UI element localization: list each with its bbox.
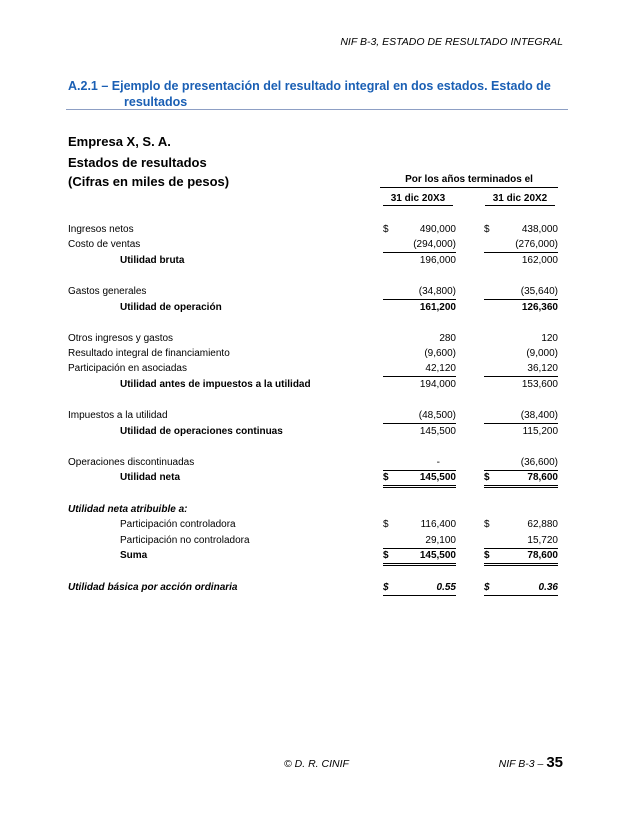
value-20x2: (36,600) (484, 455, 558, 471)
row-label: Utilidad de operación (120, 302, 222, 313)
value-20x2: 153,600 (521, 379, 558, 390)
value-20x3: $ 145,500 (383, 548, 456, 566)
table-row (68, 517, 558, 532)
row-label: Utilidad antes de impuestos a la utilidad (120, 379, 311, 390)
table-row (68, 222, 558, 237)
company-name: Empresa X, S. A. (68, 134, 171, 149)
table-row (68, 502, 558, 517)
value-20x3: 29,100 (383, 533, 456, 549)
value-20x2: $ 0.36 (484, 580, 558, 596)
table-row (68, 548, 558, 563)
running-header: NIF B-3, ESTADO DE RESULTADO INTEGRAL (340, 36, 563, 48)
section-title (68, 78, 568, 110)
value-20x3: $ 490,000 (383, 224, 456, 235)
value-20x2: (38,400) (484, 408, 558, 424)
title-divider (66, 109, 568, 110)
units-note: (Cifras en miles de pesos) (68, 174, 230, 189)
value-20x2: 120 (541, 333, 558, 344)
period-header: Por los años terminados el (380, 174, 558, 188)
footer-page-prefix: NIF B-3 – (498, 758, 544, 770)
table-row (68, 424, 558, 439)
value-20x2: $ 78,600 (484, 548, 558, 566)
row-label: Gastos generales (68, 286, 147, 297)
value-20x2: 115,200 (522, 426, 558, 437)
value-20x3: 194,000 (419, 379, 456, 390)
row-label: Utilidad básica por acción ordinaria (68, 582, 238, 593)
table-row (68, 533, 558, 548)
row-label: Operaciones discontinuadas (68, 457, 195, 468)
row-label: Utilidad de operaciones continuas (120, 426, 283, 437)
value-20x2: 162,000 (521, 255, 558, 266)
row-label: Costo de ventas (68, 239, 141, 250)
table-row (68, 580, 558, 595)
table-row (68, 377, 558, 392)
statement-title: Estados de resultados (68, 155, 207, 170)
value-20x2: $ 78,600 (484, 470, 558, 488)
table-row (68, 331, 558, 346)
column-header-20x2: 31 dic 20X2 (485, 193, 555, 206)
value-20x3: - (383, 455, 456, 471)
table-row (68, 408, 558, 423)
table-row (68, 237, 558, 252)
row-label: Participación en asociadas (68, 363, 187, 374)
section-title-line1: A.2.1 – Ejemplo de presentación del resultado integral en dos estados. Estado de (68, 79, 551, 93)
value-20x3: 280 (439, 333, 456, 344)
value-20x3: (294,000) (383, 237, 456, 253)
table-row (68, 284, 558, 299)
value-20x2: $ 62,880 (484, 519, 558, 530)
value-20x2: 126,360 (521, 302, 558, 313)
value-20x3: $ 0.55 (383, 580, 456, 596)
value-20x3: 42,120 (383, 361, 456, 377)
page-number: 35 (546, 754, 563, 771)
value-20x3: $ 145,500 (383, 470, 456, 488)
table-row (68, 361, 558, 376)
row-label: Impuestos a la utilidad (68, 410, 168, 421)
value-20x2: 36,120 (484, 361, 558, 377)
row-label: Utilidad neta atribuible a: (68, 504, 188, 515)
row-label: Resultado integral de financiamiento (68, 348, 230, 359)
value-20x3: (34,800) (383, 284, 456, 300)
value-20x3: 145,500 (419, 426, 456, 437)
value-20x2: (35,640) (484, 284, 558, 300)
column-header-20x3: 31 dic 20X3 (383, 193, 453, 206)
row-label: Otros ingresos y gastos (68, 333, 174, 344)
table-row (68, 346, 558, 361)
section-title-line2: resultados (124, 95, 188, 109)
footer-copyright: © D. R. CINIF (284, 758, 349, 770)
row-label: Utilidad bruta (120, 255, 185, 266)
value-20x2: 15,720 (484, 533, 558, 549)
value-20x2: $ 438,000 (484, 224, 558, 235)
value-20x3: 161,200 (419, 302, 456, 313)
row-label: Suma (120, 550, 148, 561)
value-20x3: (48,500) (383, 408, 456, 424)
value-20x3: 196,000 (419, 255, 456, 266)
row-label: Ingresos netos (68, 224, 134, 235)
table-row (68, 253, 558, 268)
table-row (68, 470, 558, 485)
value-20x3: (9,600) (424, 348, 456, 359)
row-label: Participación controladora (120, 519, 236, 530)
value-20x3: $ 116,400 (383, 519, 456, 530)
row-label: Utilidad neta (120, 472, 181, 483)
value-20x2: (9,000) (526, 348, 558, 359)
row-label: Participación no controladora (120, 535, 250, 546)
table-row (68, 300, 558, 315)
value-20x2: (276,000) (484, 237, 558, 253)
footer-page (499, 754, 563, 771)
table-row (68, 455, 558, 470)
